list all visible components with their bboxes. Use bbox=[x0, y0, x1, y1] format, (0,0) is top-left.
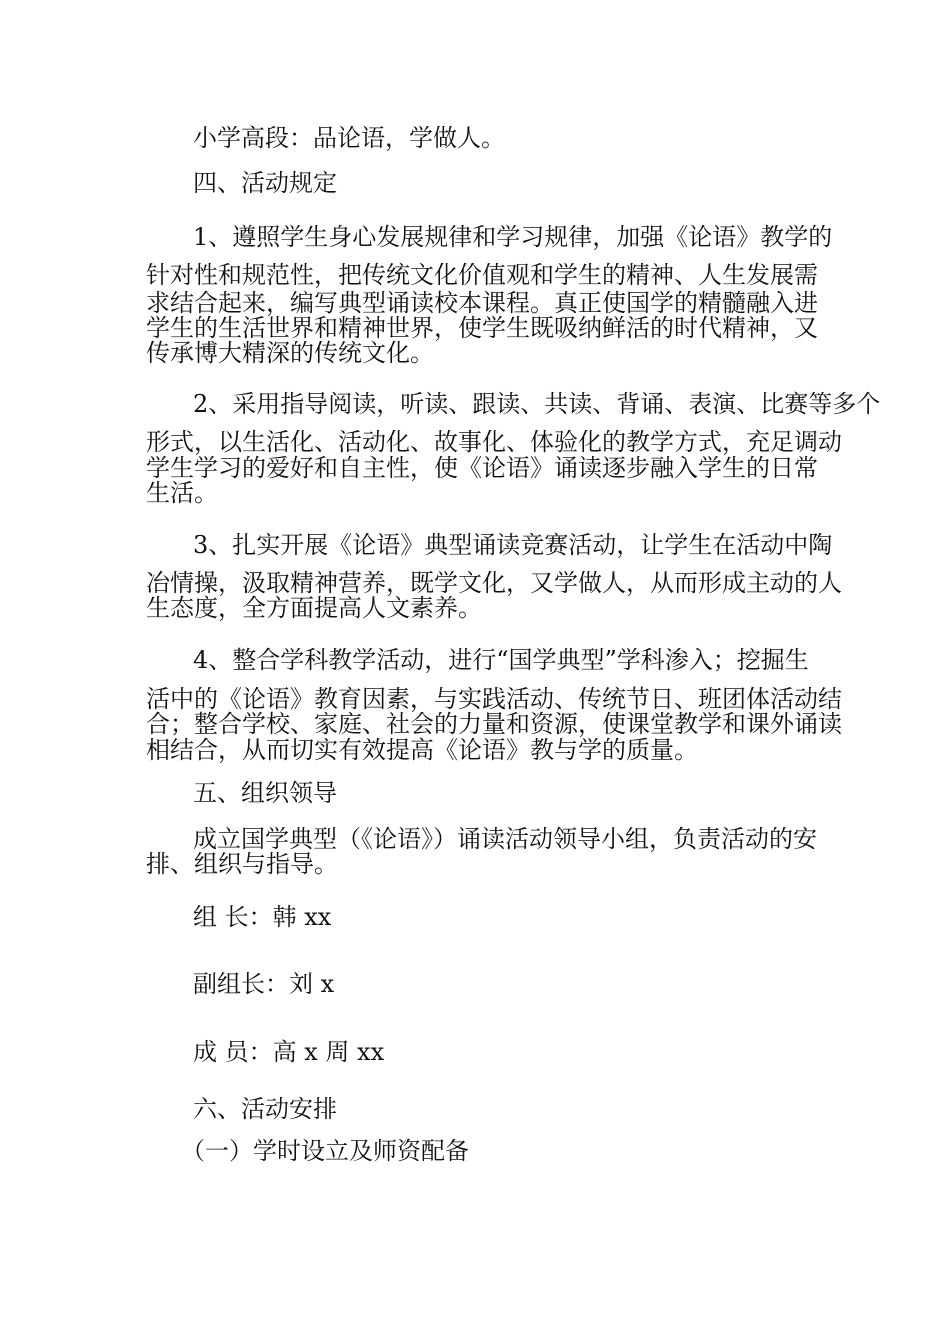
rule-1-line-5: 传承博大精深的传统文化。 bbox=[146, 339, 434, 367]
leadership-text-line-1: 成立国学典型（《论语》）诵读活动领导小组，负责活动的安 bbox=[193, 825, 817, 853]
rule-1-line-2: 针对性和规范性，把传统文化价值观和学生的精神、人生发展需 bbox=[146, 261, 818, 289]
rule-3-line-1: 3、扎实开展《论语》典型诵读竞赛活动，让学生在活动中陶 bbox=[193, 531, 833, 559]
deputy-leader-line: 副组长：刘 x bbox=[193, 970, 335, 998]
rule-1-line-4: 学生的生活世界和精神世界，使学生既吸纳鲜活的时代精神，又 bbox=[146, 314, 818, 342]
rule-2-line-1: 2、采用指导阅读，听读、跟读、共读、背诵、表演、比赛等多个 bbox=[193, 390, 881, 418]
rule-1-line-3: 求结合起来，编写典型诵读校本课程。真正使国学的精髓融入进 bbox=[146, 289, 818, 317]
leadership-text-line-2: 排、组织与指导。 bbox=[146, 850, 338, 878]
rule-2-line-2: 形式，以生活化、活动化、故事化、体验化的教学方式，充足调动 bbox=[146, 428, 842, 456]
section-heading-6: 六、活动安排 bbox=[193, 1095, 337, 1123]
section-heading-4: 四、活动规定 bbox=[193, 169, 337, 197]
group-leader-line: 组 长：韩 xx bbox=[193, 903, 332, 931]
rule-4-line-2: 活中的《论语》教育因素，与实践活动、传统节日、班团体活动结 bbox=[146, 685, 842, 713]
rule-2-line-3: 学生学习的爱好和自主性，使《论语》诵读逐步融入学生的日常 bbox=[146, 454, 818, 482]
section-heading-5: 五、组织领导 bbox=[193, 779, 337, 807]
rule-3-line-3: 生态度，全方面提高人文素养。 bbox=[146, 594, 482, 622]
members-line: 成 员：高 x 周 xx bbox=[193, 1038, 385, 1066]
rule-2-line-4: 生活。 bbox=[146, 479, 218, 507]
rule-4-line-4: 相结合，从而切实有效提高《论语》教与学的质量。 bbox=[146, 736, 698, 764]
text-line-1: 小学高段：品论语，学做人。 bbox=[193, 124, 505, 152]
rule-4-line-3: 合；整合学校、家庭、社会的力量和资源，使课堂教学和课外诵读 bbox=[146, 710, 842, 738]
rule-3-line-2: 冶情操，汲取精神营养，既学文化，又学做人，从而形成主动的人 bbox=[146, 569, 842, 597]
rule-1-line-1: 1、遵照学生身心发展规律和学习规律，加强《论语》教学的 bbox=[193, 223, 833, 251]
subsection-heading-1: （一）学时设立及师资配备 bbox=[181, 1137, 469, 1165]
rule-4-line-1: 4、整合学科教学活动，进行“国学典型”学科渗入；挖掘生 bbox=[193, 646, 809, 674]
